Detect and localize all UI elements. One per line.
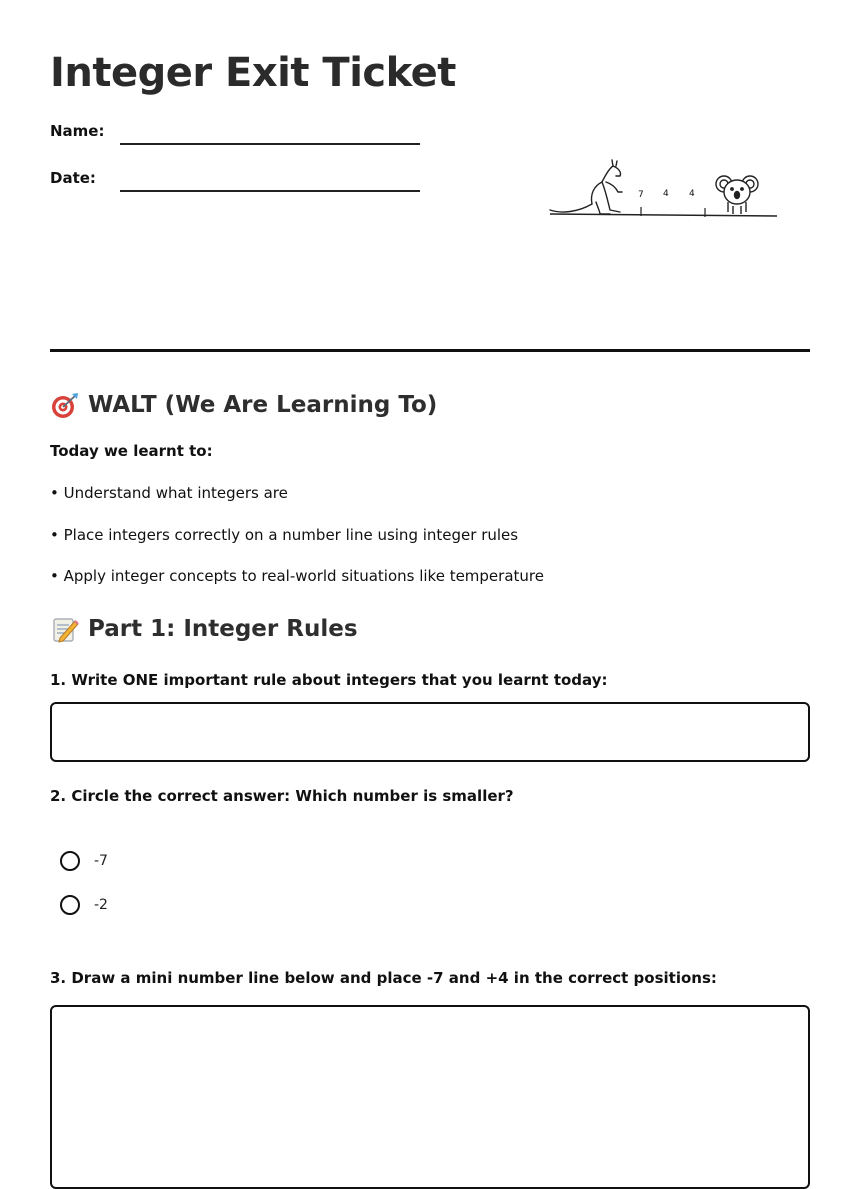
- date-field[interactable]: [120, 190, 420, 192]
- illustration-number: 4: [689, 189, 695, 199]
- q2-option[interactable]: [60, 851, 108, 871]
- walt-item: • Apply integer concepts to real-world situations like temperature: [50, 567, 544, 585]
- header-divider: [50, 349, 810, 352]
- q2-option[interactable]: [60, 895, 108, 915]
- q1-answer-box[interactable]: [50, 702, 810, 762]
- q2-option-label: -7: [94, 853, 108, 869]
- name-label: Name:: [50, 122, 105, 140]
- radio-button[interactable]: [60, 895, 80, 915]
- part1-heading: [50, 614, 358, 644]
- date-label: Date:: [50, 169, 96, 187]
- question-3: 3. Draw a mini number line below and place -7 and +4 in the correct positions:: [50, 969, 717, 987]
- question-1: 1. Write ONE important rule about integers that you learnt today:: [50, 671, 608, 689]
- question-2: 2. Circle the correct answer: Which number is smaller?: [50, 787, 514, 805]
- target-icon: [50, 390, 80, 420]
- illustration-number: 7: [638, 190, 644, 200]
- illustration-number: 4: [663, 189, 669, 199]
- kangaroo-icon: [550, 160, 622, 214]
- walt-item: • Understand what integers are: [50, 484, 288, 502]
- walt-heading: [50, 390, 437, 420]
- walt-intro: Today we learnt to:: [50, 442, 213, 460]
- name-field[interactable]: [120, 143, 420, 145]
- walt-item: • Place integers correctly on a number line using integer rules: [50, 526, 519, 544]
- memo-icon: [50, 614, 80, 644]
- number-line-illustration: [540, 152, 785, 224]
- walt-heading-text: WALT (We Are Learning To): [88, 392, 438, 418]
- q2-option-label: -2: [94, 897, 108, 913]
- radio-button[interactable]: [60, 851, 80, 871]
- part1-heading-text: Part 1: Integer Rules: [88, 616, 358, 642]
- page-title: Integer Exit Ticket: [50, 50, 456, 96]
- q3-drawing-area[interactable]: [50, 1005, 810, 1189]
- koala-icon: [716, 176, 758, 214]
